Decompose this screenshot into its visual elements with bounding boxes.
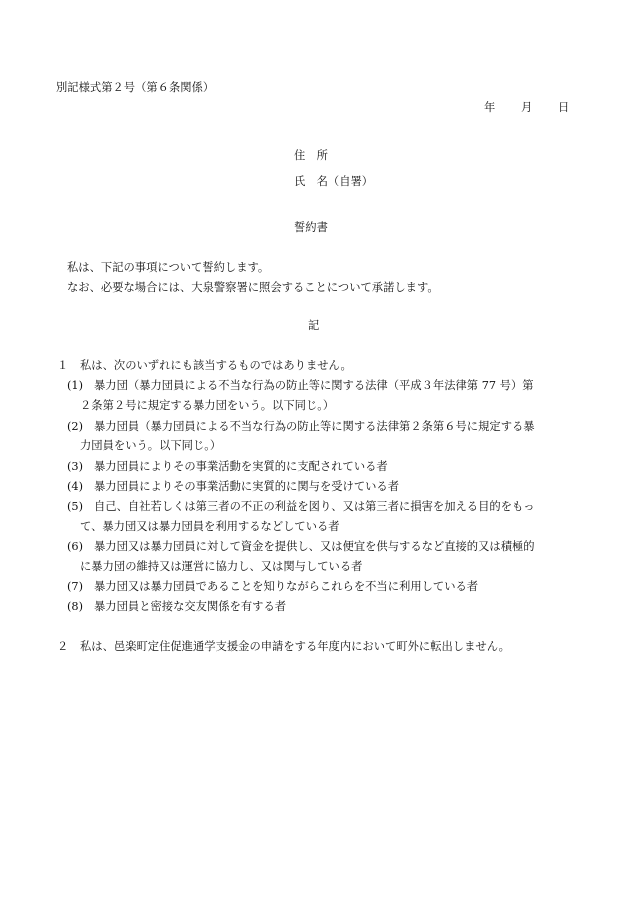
item-5-line-1: 自己、自社若しくは第三者の不正の利益を図り、又は第三者に損害を加える目的をもっ [94,500,535,513]
item-6-number: (6) [67,540,84,553]
item-1-line-2: ２条第２号に規定する暴力団をいう。以下同じ。） [80,399,335,412]
item-2-line-2: 力団員をいう。以下同じ。） [80,439,222,452]
date-day: 日 [558,101,570,114]
item-3-number: (3) [67,460,84,473]
item-5-number: (5) [67,500,84,513]
section1-text: 私は、次のいずれにも該当するものではありません。 [80,359,352,372]
section1-number: １ [57,359,69,372]
document-title: 誓約書 [294,221,328,234]
section2-text: 私は、邑楽町定住促進通学支援金の申請をする年度内において町外に転出しません。 [80,640,510,653]
item-8-line-1: 暴力団員と密接な交友関係を有する者 [94,600,287,613]
item-6-line-1: 暴力団又は暴力団員に対して資金を提供し、又は便宜を供与するなど直接的又は積極的 [94,540,535,553]
intro-line-2: なお、必要な場合には、大泉警察署に照会することについて承諾します。 [67,281,439,294]
item-5-line-2: て、暴力団又は暴力団員を利用するなどしている者 [80,520,340,533]
item-4-line-1: 暴力団員によりその事業活動に実質的に関与を受けている者 [94,480,400,493]
item-6-line-2: に暴力団の維持又は運営に協力し、又は関与している者 [80,560,363,573]
item-1-line-1: 暴力団（暴力団員による不当な行為の防止等に関する法律（平成３年法律第 77 号）第 [94,379,534,392]
item-2-number: (2) [67,420,84,433]
section2-number: ２ [57,640,69,653]
name-label: 氏 名（自署） [294,175,374,188]
item-1-number: (1) [67,379,84,392]
form-label: 別記様式第２号（第６条関係） [56,81,215,94]
item-8-number: (8) [67,600,84,613]
date-year: 年 [484,101,496,114]
item-7-number: (7) [67,580,84,593]
address-label: 住 所 [294,149,328,162]
item-2-line-1: 暴力団員（暴力団員による不当な行為の防止等に関する法律第２条第６号に規定する暴 [94,420,535,433]
item-3-line-1: 暴力団員によりその事業活動を実質的に支配されている者 [94,460,388,473]
item-7-line-1: 暴力団又は暴力団員であることを知りながらこれらを不当に利用している者 [94,580,479,593]
intro-line-1: 私は、下記の事項について誓約します。 [67,261,270,274]
date-month: 月 [521,101,533,114]
ki-heading: 記 [308,319,320,332]
item-4-number: (4) [67,480,84,493]
